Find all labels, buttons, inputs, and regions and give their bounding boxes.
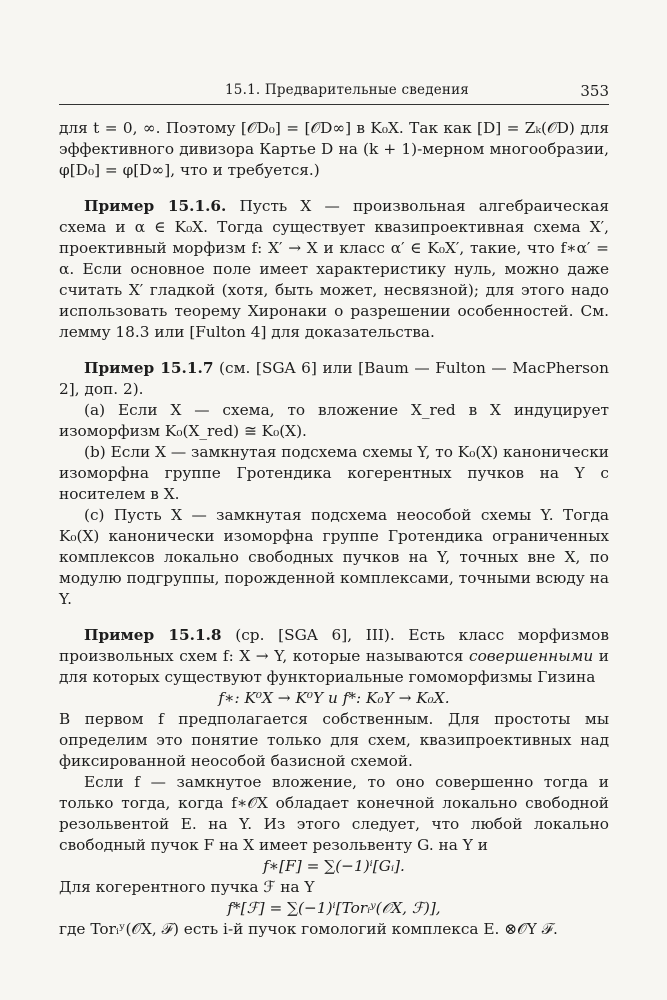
example-item-c: (c) Пусть X — замкнутая подсхема неособой схемы Y. Тогда K₀(X) канонически изоморфна группе Гротендика ограниченных комплексов локально свободных пучков на Y, точных вне X, по модулю подгруппы, порожденной комплексами, точными всюду на Y. <box>59 506 609 608</box>
example-text: Пусть X — произвольная алгебраическая схема и α ∈ K₀X. Тогда существует квазипроективная схема X′, проективный морфизм f: X′ → X и класс α′ ∈ K₀X′, такие, что f∗α′ = α. Если основное поле имеет характеристику нуль, можно даже считать X′ гладкой (хотя, быть может, несвязной); для этого надо использовать теорему Хиронаки о разрешении особенностей. См. лемму 18.3 или [Fulton 4] для доказательства. <box>59 197 609 341</box>
text-body <box>59 118 609 940</box>
example-text: (см. [SGA 6] или [Baum — Fulton — MacPherson 2], доп. 2). <box>59 359 609 398</box>
formula-tor: f*[ℱ] = ∑(−1)ⁱ[Torᵢʸ(𝒪X, ℱ)], <box>227 899 441 917</box>
example-label: Пример 15.1.6. <box>84 197 227 215</box>
example-item-b: (b) Если X — замкнутая подсхема схемы Y, то K₀(X) канонически изоморфна группе Гротендика когерентных пучков на Y с носителем в X. <box>59 443 609 503</box>
example-item-a: (a) Если X — схема, то вложение X_red в X индуцирует изоморфизм K₀(X_red) ≅ K₀(X). <box>59 401 609 440</box>
paragraph-continuation: для t = 0, ∞. Поэтому [𝒪D₀] = [𝒪D∞] в K₀X. Так как [D] = Zₖ(𝒪D) для эффективного дивизора Картье D на (k + 1)-мерном многообразии, φ[D₀] = φ[D∞], что и требуется.) <box>59 119 609 179</box>
example-label: Пример 15.1.8 <box>84 626 222 644</box>
paragraph: Для когерентного пучка ℱ на Y <box>59 878 315 896</box>
page-number: 353 <box>580 82 609 100</box>
formula-gysin: f∗: K⁰X → K⁰Y и f*: K₀Y → K₀X. <box>218 689 450 707</box>
example-text: (ср. [SGA 6], III). Есть класс морфизмов произвольных схем f: X → Y, которые называются <box>59 626 609 665</box>
paragraph: Если f — замкнутое вложение, то оно совершенно тогда и только тогда, когда f∗𝒪X обладает конечной локально свободной резольвентой E. на Y. Из этого следует, что любой локально свободный пучок F на X имеет резольвенту G. на Y и <box>59 773 609 854</box>
formula-resolution: f∗[F] = ∑(−1)ⁱ[Gᵢ]. <box>263 857 405 875</box>
example-term: совершенными <box>469 647 594 665</box>
paragraph: где Torᵢʸ(𝒪X, ℱ) есть i-й пучок гомологий комплекса E. ⊗𝒪Y ℱ. <box>59 920 558 938</box>
example-15-1-7 <box>59 358 609 400</box>
example-text-cont: и для которых существуют функториальные гомоморфизмы Гизина <box>59 647 610 686</box>
example-15-1-6 <box>59 196 609 343</box>
running-header <box>59 80 609 105</box>
example-label: Пример 15.1.7 <box>84 359 214 377</box>
example-15-1-8 <box>59 625 609 688</box>
paragraph: В первом f предполагается собственным. Для простоты мы определим это понятие только для схем, квазипроективных над фиксированной неособой базисной схемой. <box>59 710 609 770</box>
section-title: 15.1. Предварительные сведения <box>225 82 470 98</box>
